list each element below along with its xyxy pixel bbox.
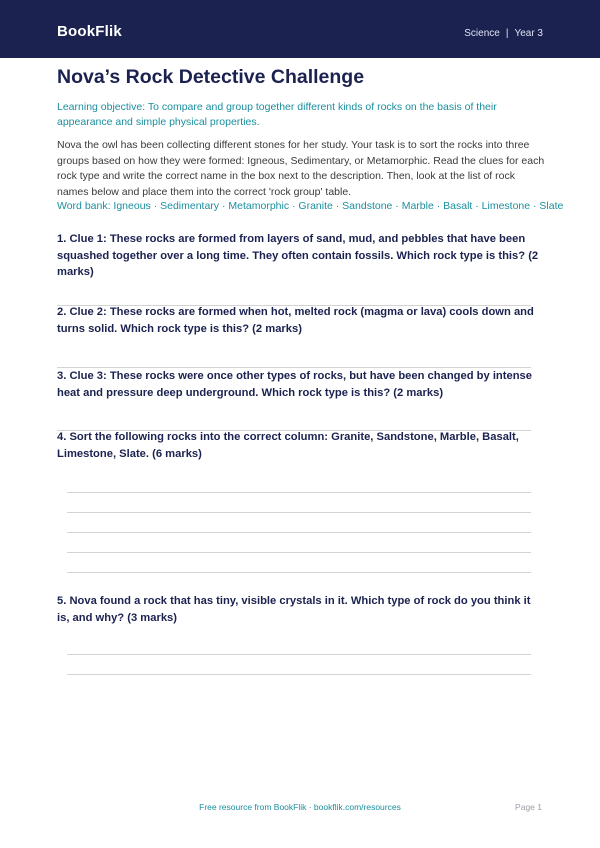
intro-paragraph: Nova the owl has been collecting different stones for her study. Your task is to sort the rocks into three groups based on how they were formed: Igneous, Sedimentary, or Metamorphic. Read the clues for each rock type and write the correct name in the box next to the description. Then, look at the list of rock names below and place them into the correct 'rock group' table. [57, 139, 545, 198]
page-header [0, 0, 600, 58]
word-bank: Word bank: Igneous · Sedimentary · Metamorphic · Granite · Sandstone · Marble · Basalt · Limestone · Slate [57, 200, 564, 212]
subject-label: Science [464, 28, 500, 39]
learning-objective: Learning objective: To compare and group together different kinds of rocks on the basis of their appearance and simple physical properties. [57, 101, 497, 128]
answer-line[interactable] [67, 572, 531, 573]
question-4: 4. Sort the following rocks into the correct column: Granite, Sandstone, Marble, Basalt, Limestone, Slate. (6 marks) [57, 431, 519, 460]
question-5: 5. Nova found a rock that has tiny, visible crystals in it. Which type of rock do you think it is, and why? (3 marks) [57, 595, 531, 624]
answer-line[interactable] [67, 512, 531, 513]
answer-line[interactable] [67, 674, 531, 675]
answer-line[interactable] [67, 532, 531, 533]
question-3: 3. Clue 3: These rocks were once other types of rocks, but have been changed by intense heat and pressure deep underground. Which rock type is this? (2 marks) [57, 370, 532, 399]
question-2: 2. Clue 2: These rocks are formed when hot, melted rock (magma or lava) cools down and turns solid. Which rock type is this? (2 marks) [57, 306, 534, 335]
page-number: Page 1 [515, 802, 542, 812]
subject-year-label [464, 28, 543, 39]
year-label: Year 3 [514, 28, 543, 39]
answer-line[interactable] [67, 654, 531, 655]
answer-line[interactable] [67, 552, 531, 553]
brand-logo-text: BookFlik [57, 23, 122, 40]
footer-text: Free resource from BookFlik · bookflik.com/resources [199, 802, 401, 812]
separator: | [505, 28, 509, 39]
question-1: 1. Clue 1: These rocks are formed from layers of sand, mud, and pebbles that have been squashed together over a long time. They often contain fossils. Which rock type is this? (2 marks) [57, 233, 539, 278]
answer-line[interactable] [67, 492, 531, 493]
worksheet-title: Nova’s Rock Detective Challenge [57, 66, 365, 88]
